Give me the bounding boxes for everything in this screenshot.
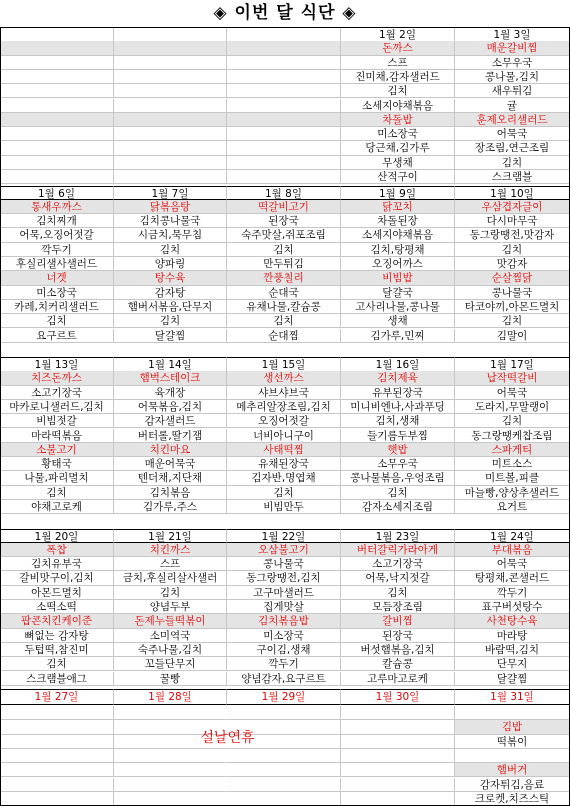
menu-item-cell: 마라떡볶음: [0, 429, 114, 443]
menu-item-cell: [114, 99, 227, 113]
menu-item-cell: 들기름두부찜: [341, 429, 455, 443]
main-dish-cell: 너겟: [0, 271, 114, 285]
menu-item-cell: 스프: [114, 557, 227, 571]
menu-item-cell: [0, 127, 114, 141]
menu-item-cell: 소무우국: [341, 457, 455, 471]
menu-item-cell: 김치: [227, 243, 341, 257]
holiday-label: 설날연휴: [200, 730, 255, 746]
date-cell: 1월 13일: [0, 357, 114, 372]
menu-item-cell: 동그랑땡전,김치: [227, 571, 341, 585]
menu-item-cell: [114, 127, 227, 141]
menu-item-cell: 소무우국: [455, 56, 570, 70]
menu-item-cell: 미소장국: [0, 286, 114, 300]
menu-item-cell: 요거트: [455, 500, 570, 514]
menu-item-cell: 김가루,주스: [114, 500, 227, 514]
date-cell: 1월 2일: [341, 27, 455, 42]
date-cell: 1월 10일: [455, 186, 570, 201]
menu-item-cell: 콩나물볶음,우엉조림: [341, 471, 455, 485]
menu-item-cell: 스프: [341, 56, 455, 70]
menu-item-cell: [227, 127, 341, 141]
empty-cell: [0, 749, 114, 763]
main-dish-cell: 떡갈비고기: [227, 200, 341, 214]
main-dish-cell: 오삼불고기: [227, 543, 341, 557]
menu-item-cell: 매운어묵국: [114, 457, 227, 471]
menu-item-cell: 콩나물국: [455, 286, 570, 300]
empty-cell: [341, 763, 455, 777]
menu-item-cell: 양념감자,요구르트: [227, 672, 341, 686]
menu-item-cell: 스크램블: [455, 170, 570, 184]
menu-item-cell: [114, 156, 227, 170]
menu-item-cell: 만두튀김: [227, 257, 341, 271]
menu-item-cell: 김치: [455, 243, 570, 257]
menu-item-cell: 김가루,민찌: [341, 329, 455, 343]
empty-cell: [0, 706, 114, 720]
main-dish-cell: 햇밥: [341, 443, 455, 457]
date-cell: 1월 21일: [114, 529, 227, 544]
menu-item-cell: [227, 84, 341, 98]
menu-item-cell: 어묵국: [455, 557, 570, 571]
menu-item-cell: 소고기장국: [341, 557, 455, 571]
menu-item-cell: 숙주맛살,쥐포조림: [227, 228, 341, 242]
main-dish-cell: [0, 113, 114, 127]
menu-item-cell: 감자소세지조림: [341, 500, 455, 514]
menu-item-cell: 양념두부: [114, 600, 227, 614]
date-cell: 1월 17일: [455, 357, 570, 372]
menu-item-cell: 버터롤,딸기잼: [114, 429, 227, 443]
menu-item-cell: 너비아니구이: [227, 429, 341, 443]
main-dish-cell: 햄버거: [455, 763, 570, 777]
menu-item-cell: 유부된장국: [341, 386, 455, 400]
date-cell: 1월 24일: [455, 529, 570, 544]
menu-item-cell: 숙주나물,김치: [114, 643, 227, 657]
date-cell: [227, 27, 341, 42]
main-dish-cell: [227, 41, 341, 55]
menu-item-cell: 육개장: [114, 386, 227, 400]
menu-item-cell: 야채고로케: [0, 500, 114, 514]
menu-item-cell: 비빔만두: [227, 500, 341, 514]
menu-item-cell: [227, 141, 341, 155]
date-cell: 1월 23일: [341, 529, 455, 544]
menu-item-cell: 두텁떡,참진미: [0, 643, 114, 657]
menu-item-cell: 순대국: [227, 286, 341, 300]
date-cell: 1월 7일: [114, 186, 227, 201]
menu-item-cell: 단무지: [455, 657, 570, 671]
main-dish-cell: [114, 113, 227, 127]
main-dish-cell: 팝콘치킨케이준: [0, 614, 114, 628]
menu-item-cell: [114, 141, 227, 155]
menu-item-cell: [0, 141, 114, 155]
menu-item-cell: 버섯햄볶음,김치: [341, 643, 455, 657]
menu-item-cell: 콩나물국: [227, 557, 341, 571]
empty-cell: [0, 763, 114, 777]
main-dish-cell: 훈제오리샐러드: [455, 113, 570, 127]
menu-item-cell: 카레,치커리샐러드: [0, 300, 114, 314]
menu-item-cell: 떡볶이: [455, 735, 570, 749]
menu-item-cell: 탕평채,콘샐러드: [455, 571, 570, 585]
main-dish-cell: 김치볶음밥: [227, 614, 341, 628]
menu-item-cell: 김치: [227, 486, 341, 500]
menu-item-cell: 당근채,김가루: [341, 141, 455, 155]
menu-item-cell: 소세지야채볶음: [341, 99, 455, 113]
menu-item-cell: 고사리나물,콩나물: [341, 300, 455, 314]
main-dish-cell: 폭찹: [0, 543, 114, 557]
menu-item-cell: 마늘빵,양상추샐러드: [455, 486, 570, 500]
main-dish-cell: 납작떡갈비: [455, 371, 570, 385]
menu-item-cell: [0, 156, 114, 170]
menu-item-cell: 마카로니샐러드,김치: [0, 400, 114, 414]
empty-cell: [455, 749, 570, 763]
menu-item-cell: [0, 70, 114, 84]
date-cell: 1월 29일: [227, 689, 341, 705]
menu-item-cell: 김치유부국: [0, 557, 114, 571]
main-dish-cell: 매운갈비찜: [455, 41, 570, 55]
menu-item-cell: 달걀국: [341, 286, 455, 300]
main-dish-cell: 생선까스: [227, 371, 341, 385]
menu-item-cell: 오징어젓갈: [227, 414, 341, 428]
date-cell: 1월 15일: [227, 357, 341, 372]
menu-item-cell: 동그랑땡전,맛감자: [455, 228, 570, 242]
main-dish-cell: 치즈돈까스: [0, 371, 114, 385]
menu-item-cell: [227, 56, 341, 70]
empty-cell: [0, 720, 114, 734]
empty-cell: [455, 706, 570, 720]
menu-item-cell: 달걀찜: [114, 329, 227, 343]
menu-item-cell: 미소장국: [341, 127, 455, 141]
main-dish-cell: 사태떡찜: [227, 443, 341, 457]
menu-item-cell: 차돌된장: [341, 214, 455, 228]
menu-item-cell: 소고기장국: [0, 386, 114, 400]
menu-item-cell: 아몬드멸치: [0, 586, 114, 600]
main-dish-cell: [114, 41, 227, 55]
menu-item-cell: 김치: [114, 586, 227, 600]
main-dish-cell: 소불고기: [0, 443, 114, 457]
menu-item-cell: 감자탕: [114, 286, 227, 300]
menu-item-cell: 김치: [341, 586, 455, 600]
empty-cell: [341, 792, 455, 806]
main-dish-cell: 치킨마요: [114, 443, 227, 457]
main-dish-cell: 사천탕수육: [455, 614, 570, 628]
menu-item-cell: 미트볼,피클: [455, 471, 570, 485]
main-dish-cell: 비빔밥: [341, 271, 455, 285]
menu-item-cell: 생채: [341, 314, 455, 328]
menu-item-cell: 바람떡,김치: [455, 643, 570, 657]
menu-item-cell: 미트소스: [455, 457, 570, 471]
main-dish-cell: 우삼겹자글이: [455, 200, 570, 214]
menu-item-cell: 요구르트: [0, 329, 114, 343]
menu-item-cell: 도라지,무말랭이: [455, 400, 570, 414]
menu-item-cell: 시금치,묵무침: [114, 228, 227, 242]
main-dish-cell: 김치제육: [341, 371, 455, 385]
main-dish-cell: 순살찜닭: [455, 271, 570, 285]
main-dish-cell: 닭꼬치: [341, 200, 455, 214]
menu-item-cell: 김치: [455, 314, 570, 328]
menu-item-cell: 유채된장국: [227, 457, 341, 471]
menu-item-cell: 김치: [114, 314, 227, 328]
menu-item-cell: 나물,파리멸치: [0, 471, 114, 485]
menu-item-cell: 김치,생채: [341, 414, 455, 428]
page-title: ◈ 이번 달 식단 ◈: [213, 3, 357, 23]
date-cell: 1월 14일: [114, 357, 227, 372]
menu-item-cell: 뼈없는 감자탕: [0, 629, 114, 643]
menu-item-cell: 비빔젓갈: [0, 414, 114, 428]
date-cell: 1월 9일: [341, 186, 455, 201]
menu-item-cell: [0, 56, 114, 70]
menu-item-cell: 김치: [114, 243, 227, 257]
menu-item-cell: [114, 70, 227, 84]
menu-item-cell: 오징어까스: [341, 257, 455, 271]
main-dish-cell: 차돌밥: [341, 113, 455, 127]
menu-item-cell: 된장국: [227, 214, 341, 228]
main-dish-cell: 깐풍칠리: [227, 271, 341, 285]
main-dish-cell: [0, 41, 114, 55]
main-dish-cell: 닭볶음탕: [114, 200, 227, 214]
menu-item-cell: 소세지야채볶음: [341, 228, 455, 242]
menu-item-cell: 샤브샤브국: [227, 386, 341, 400]
menu-item-cell: 김치볶음: [114, 486, 227, 500]
date-cell: 1월 28일: [114, 689, 227, 705]
menu-item-cell: 유채나물,칼슘콩: [227, 300, 341, 314]
menu-item-cell: 꼬들단무지: [114, 657, 227, 671]
menu-item-cell: 김치콩나물국: [114, 214, 227, 228]
menu-item-cell: 마라탕: [455, 629, 570, 643]
menu-item-cell: 김자반,명엽채: [227, 471, 341, 485]
menu-item-cell: 스크램블애그: [0, 672, 114, 686]
menu-item-cell: 다시마무국: [455, 214, 570, 228]
menu-item-cell: [227, 99, 341, 113]
date-cell: 1월 30일: [341, 689, 455, 705]
menu-item-cell: 김치,탕평채: [341, 243, 455, 257]
menu-item-cell: 구이김,생채: [227, 643, 341, 657]
menu-item-cell: 모듬장조림: [341, 600, 455, 614]
menu-item-cell: 소떡소떡: [0, 600, 114, 614]
date-cell: 1월 8일: [227, 186, 341, 201]
menu-item-cell: 어묵,오징어젓갈: [0, 228, 114, 242]
menu-item-cell: 깍두기: [0, 243, 114, 257]
empty-cell: [341, 706, 455, 720]
menu-item-cell: 산적구이: [341, 170, 455, 184]
menu-item-cell: 김치: [341, 486, 455, 500]
date-cell: 1월 3일: [455, 27, 570, 42]
empty-cell: [341, 778, 455, 792]
main-dish-cell: 탕수육: [114, 271, 227, 285]
menu-item-cell: 새우튀김: [455, 84, 570, 98]
date-cell: 1월 22일: [227, 529, 341, 544]
date-cell: 1월 6일: [0, 186, 114, 201]
main-dish-cell: 부대볶음: [455, 543, 570, 557]
main-dish-cell: 햄벅스테이크: [114, 371, 227, 385]
menu-item-cell: 고루마고로케: [341, 672, 455, 686]
menu-item-cell: 어묵국: [455, 386, 570, 400]
main-dish-cell: 김밥: [455, 720, 570, 734]
menu-item-cell: 김치: [341, 84, 455, 98]
menu-item-cell: 김치: [455, 414, 570, 428]
menu-item-cell: 콩나물,김치: [455, 70, 570, 84]
menu-item-cell: [227, 156, 341, 170]
menu-item-cell: 꿀빵: [114, 672, 227, 686]
main-dish-cell: 스파게티: [455, 443, 570, 457]
menu-item-cell: [114, 84, 227, 98]
menu-item-cell: 고구마샐러드: [227, 586, 341, 600]
menu-item-cell: 순대찜: [227, 329, 341, 343]
menu-item-cell: 김치: [227, 314, 341, 328]
menu-item-cell: [0, 170, 114, 184]
main-dish-cell: 버터갈릭가라아게: [341, 543, 455, 557]
menu-item-cell: [114, 170, 227, 184]
menu-item-cell: 금치,후실리살사샐러: [114, 571, 227, 585]
main-dish-cell: [227, 113, 341, 127]
menu-item-cell: 맛감자: [455, 257, 570, 271]
menu-item-cell: 표구버섯탕수: [455, 600, 570, 614]
menu-item-cell: 감자튀김,음료: [455, 778, 570, 792]
menu-item-cell: [227, 170, 341, 184]
menu-item-cell: 미니비엔나,사과푸딩: [341, 400, 455, 414]
menu-item-cell: 후실리샐사샐러드: [0, 257, 114, 271]
menu-item-cell: 크로켓,치즈스틱: [455, 792, 570, 806]
date-cell: 1월 31일: [455, 689, 570, 705]
menu-item-cell: 어묵국: [455, 127, 570, 141]
menu-item-cell: 달걀찜: [455, 672, 570, 686]
menu-item-cell: 김치: [0, 314, 114, 328]
main-dish-cell: 통새우까스: [0, 200, 114, 214]
menu-item-cell: 진미채,감자샐러드: [341, 70, 455, 84]
menu-item-cell: 김치찌개: [0, 214, 114, 228]
empty-cell: [0, 735, 114, 749]
date-cell: [0, 27, 114, 42]
date-cell: 1월 20일: [0, 529, 114, 544]
empty-cell: [341, 735, 455, 749]
menu-item-cell: [114, 56, 227, 70]
menu-item-cell: 된장국: [341, 629, 455, 643]
menu-item-cell: 깍두기: [227, 657, 341, 671]
menu-item-cell: 귤: [455, 99, 570, 113]
menu-item-cell: 소미역국: [114, 629, 227, 643]
main-dish-cell: 갈비찜: [341, 614, 455, 628]
empty-cell: [341, 749, 455, 763]
menu-item-cell: 타코야끼,아몬드멸치: [455, 300, 570, 314]
menu-item-cell: 집게맛살: [227, 600, 341, 614]
date-cell: 1월 27일: [0, 689, 114, 705]
menu-item-cell: [0, 84, 114, 98]
empty-cell: [341, 720, 455, 734]
main-dish-cell: 돈제누들떡볶이: [114, 614, 227, 628]
menu-item-cell: 갈비맛구이,김치: [0, 571, 114, 585]
menu-item-cell: 감자샐러드: [114, 414, 227, 428]
main-dish-cell: 치킨까스: [114, 543, 227, 557]
menu-item-cell: 양파링: [114, 257, 227, 271]
menu-item-cell: 동그랑땡케찹조림: [455, 429, 570, 443]
empty-cell: [0, 792, 114, 806]
main-dish-cell: 돈까스: [341, 41, 455, 55]
menu-item-cell: 장조림,연근조림: [455, 141, 570, 155]
menu-item-cell: 김치: [0, 486, 114, 500]
date-cell: 1월 16일: [341, 357, 455, 372]
date-cell: [114, 27, 227, 42]
menu-item-cell: 텐더채,지단채: [114, 471, 227, 485]
empty-cell: [0, 778, 114, 792]
menu-item-cell: 김치: [0, 657, 114, 671]
menu-item-cell: 어묵,낙지젓갈: [341, 571, 455, 585]
menu-item-cell: 깍두기: [455, 586, 570, 600]
menu-item-cell: 미소장국: [227, 629, 341, 643]
menu-item-cell: [0, 99, 114, 113]
menu-item-cell: 김말이: [455, 329, 570, 343]
menu-item-cell: 메추리알장조림,김치: [227, 400, 341, 414]
menu-item-cell: 김치: [455, 156, 570, 170]
menu-item-cell: 햄버서볶음,단무지: [114, 300, 227, 314]
menu-item-cell: 황태국: [0, 457, 114, 471]
menu-item-cell: 어묵볶음,김치: [114, 400, 227, 414]
menu-item-cell: 칼슘콩: [341, 657, 455, 671]
menu-item-cell: 무생채: [341, 156, 455, 170]
menu-item-cell: [227, 70, 341, 84]
